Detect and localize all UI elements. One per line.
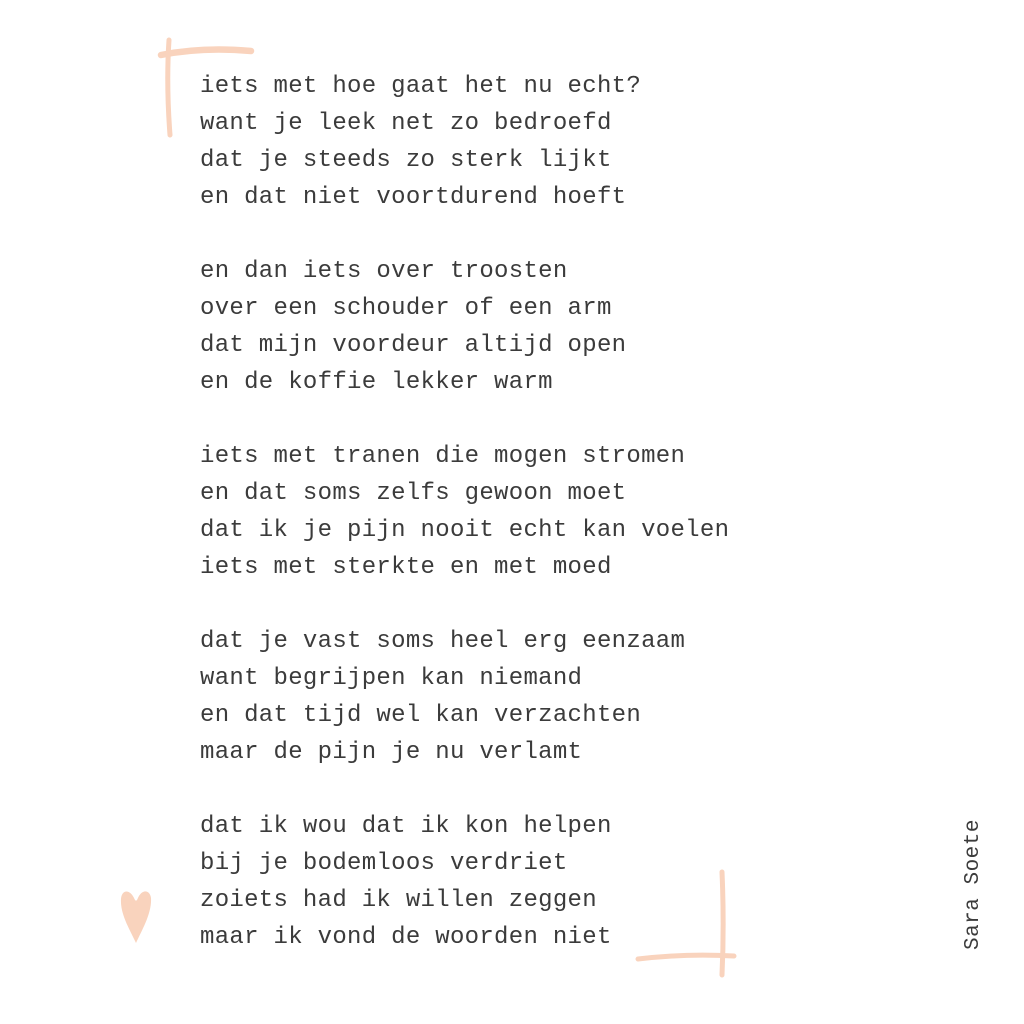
poem-line: en dat niet voortdurend hoeft bbox=[200, 184, 627, 211]
poem-line: want je leek net zo bedroefd bbox=[200, 110, 612, 137]
poem-line: iets met hoe gaat het nu echt? bbox=[200, 73, 642, 100]
poem-line: en dat tijd wel kan verzachten bbox=[200, 702, 642, 729]
heart-icon bbox=[116, 886, 156, 946]
poem-line: dat ik je pijn nooit echt kan voelen bbox=[200, 517, 730, 544]
stanza bbox=[200, 68, 729, 216]
poem-line: dat je steeds zo sterk lijkt bbox=[200, 147, 612, 174]
poem-line: iets met tranen die mogen stromen bbox=[200, 443, 686, 470]
poem-line: maar de pijn je nu verlamt bbox=[200, 739, 583, 766]
poem-line: want begrijpen kan niemand bbox=[200, 665, 583, 692]
poem-line: over een schouder of een arm bbox=[200, 295, 612, 322]
stanza bbox=[200, 253, 729, 401]
poem-line: en dan iets over troosten bbox=[200, 258, 568, 285]
poem-line: dat mijn voordeur altijd open bbox=[200, 332, 627, 359]
poem-line: iets met sterkte en met moed bbox=[200, 554, 612, 581]
poem-line: zoiets had ik willen zeggen bbox=[200, 887, 597, 914]
poem-line: maar ik vond de woorden niet bbox=[200, 924, 612, 951]
poem-line: en dat soms zelfs gewoon moet bbox=[200, 480, 627, 507]
poem-line: dat ik wou dat ik kon helpen bbox=[200, 813, 612, 840]
poem-line: en de koffie lekker warm bbox=[200, 369, 553, 396]
stanza bbox=[200, 808, 729, 956]
stanza bbox=[200, 438, 729, 586]
poem bbox=[200, 68, 729, 956]
poem-line: bij je bodemloos verdriet bbox=[200, 850, 568, 877]
poem-line: dat je vast soms heel erg eenzaam bbox=[200, 628, 686, 655]
stanza bbox=[200, 623, 729, 771]
author-signature: Sara Soete bbox=[962, 819, 985, 951]
